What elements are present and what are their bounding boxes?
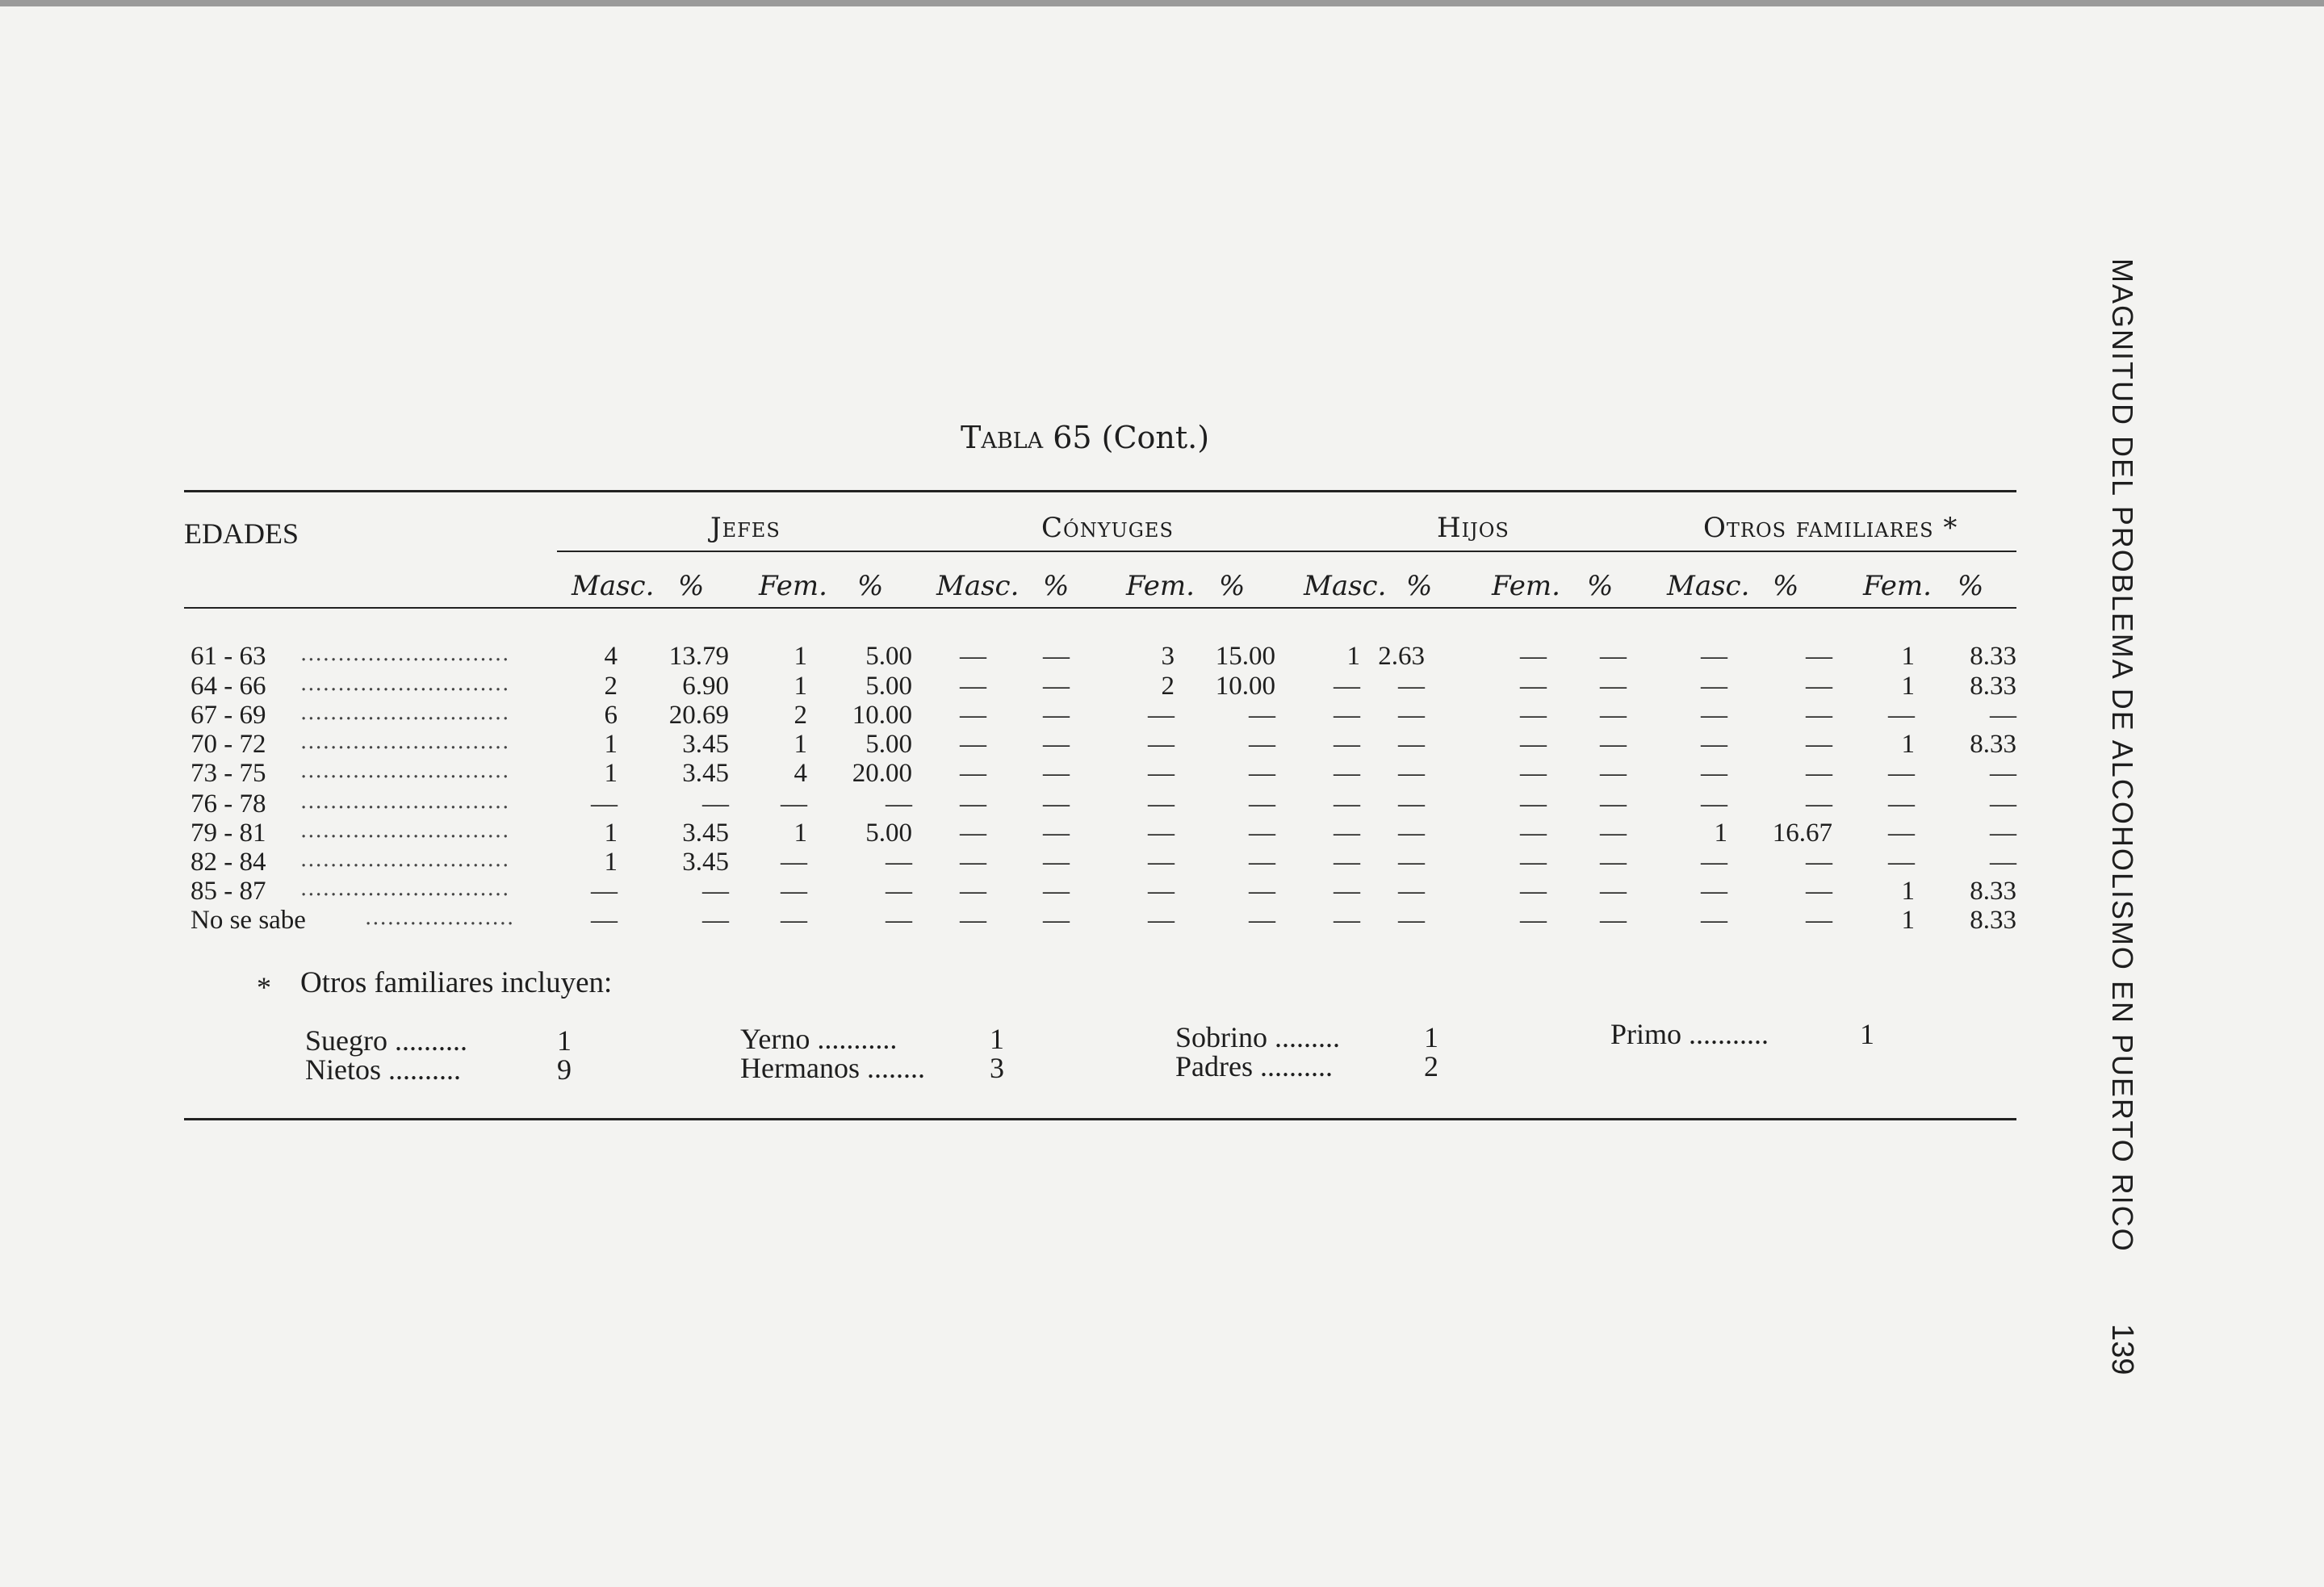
table-cell: — [1806,759,1832,788]
table-cell: — [960,672,986,701]
subheader-fem: Fem. [1863,570,1932,602]
table-cell: 1 [1901,877,1915,906]
table-cell: — [1148,789,1175,819]
table-cell: — [1398,672,1425,701]
table-cell: 4 [604,642,618,671]
table-cell: — [702,789,729,819]
table-cell: — [1334,730,1360,759]
table-cell: — [781,789,807,819]
table-cell: — [1701,877,1727,906]
table-cell: — [1990,789,2016,819]
table-cell: — [1148,701,1175,730]
footnote-item-count: 1 [1860,1018,1874,1050]
table-cell: — [886,789,912,819]
table-cell: — [1334,759,1360,788]
row-label: 79 - 81 [191,819,266,848]
table-cell: — [1398,701,1425,730]
footnote-item-name: Padres .......... [1175,1050,1333,1082]
table-cell: — [1334,906,1360,935]
footnote-item-count: 3 [990,1052,1004,1084]
table-top-rule [184,490,2016,492]
leader-dots: ............................ [300,819,510,843]
table-cell: 13.79 [668,642,729,671]
table-cell: 1 [604,759,618,788]
table-cell: 8.33 [1970,906,2016,935]
subheader-masc: Masc. [1667,570,1750,602]
table-cell: — [960,789,986,819]
table-cell: — [1888,701,1915,730]
table-cell: — [1398,730,1425,759]
table-cell: — [960,701,986,730]
row-label: 73 - 75 [191,759,266,788]
table-cell: — [1043,672,1070,701]
table-cell: — [1600,642,1627,671]
group-header-hijos: Hijos [1437,512,1510,544]
table-cell: — [1249,848,1275,877]
table-cell: — [886,848,912,877]
table-cell: — [1806,848,1832,877]
table-cell: — [1398,789,1425,819]
table-cell: — [1600,672,1627,701]
table-cell: — [1990,819,2016,848]
table-cell: — [1701,906,1727,935]
footnote-marker: * [257,971,271,1003]
table-cell: 3.45 [682,848,729,877]
page-number: 139 [2105,1324,2139,1376]
table-cell: — [1701,848,1727,877]
table-cell: — [1249,906,1275,935]
footnote-item-name: Nietos .......... [305,1053,461,1086]
table-cell: — [1520,730,1547,759]
table-cell: — [591,906,618,935]
table-cell: 1 [1901,906,1915,935]
table-cell: — [1600,877,1627,906]
table-cell: 4 [794,759,807,788]
table-cell: 20.69 [668,701,729,730]
table-cell: 20.00 [852,759,912,788]
table-cell: 5.00 [865,642,912,671]
row-label: 85 - 87 [191,877,266,906]
table-cell: — [1249,789,1275,819]
table-cell: 1 [1714,819,1727,848]
leader-dots: ............................ [300,848,510,872]
row-label: 82 - 84 [191,848,266,877]
table-cell: — [1148,848,1175,877]
table-cell: — [1334,789,1360,819]
table-cell: — [1249,701,1275,730]
table-cell: — [1888,819,1915,848]
leader-dots: ............................ [300,672,510,696]
table-cell: — [960,730,986,759]
footnote-item-count: 2 [1424,1050,1438,1082]
table-cell: — [960,642,986,671]
table-cell: — [1334,819,1360,848]
table-cell: — [1043,819,1070,848]
table-cell: — [1520,672,1547,701]
running-head: MAGNITUD DEL PROBLEMA DE ALCOHOLISMO EN PUERTO RICO [2106,258,2139,1253]
table-cell: — [1806,877,1832,906]
table-cell: 6.90 [682,672,729,701]
leader-dots: .................... [365,906,515,930]
table-cell: — [1148,877,1175,906]
table-cell: — [886,906,912,935]
table-cell: 1 [604,819,618,848]
table-cell: — [1600,906,1627,935]
table-cell: 3.45 [682,819,729,848]
table-cell: — [1334,848,1360,877]
table-cell: — [1600,701,1627,730]
row-header: EDADES [184,517,299,550]
table-cell: — [1806,730,1832,759]
table-cell: — [960,906,986,935]
table-cell: — [1990,759,2016,788]
footnote-item-count: 1 [1424,1021,1438,1053]
table-cell: 1 [1901,672,1915,701]
table-cell: — [1806,789,1832,819]
table-cell: — [591,877,618,906]
table-cell: — [1043,877,1070,906]
footnote-item-count: 9 [557,1053,572,1086]
table-cell: — [1398,819,1425,848]
subheader-fem: Fem. [1492,570,1560,602]
table-cell: — [1520,789,1547,819]
subheader-pct: % [857,570,884,602]
table-cell: — [1043,906,1070,935]
row-label: 61 - 63 [191,642,266,671]
footnote-item-count: 1 [557,1024,572,1057]
subheader-pct: % [1406,570,1433,602]
table-cell: 6 [604,701,618,730]
leader-dots: ............................ [300,789,510,814]
table-cell: — [1520,819,1547,848]
table-cell: 2 [794,701,807,730]
table-cell: — [1249,730,1275,759]
leader-dots: ............................ [300,759,510,783]
table-cell: — [1806,642,1832,671]
table-cell: — [1520,759,1547,788]
table-cell: — [781,877,807,906]
group-header-conyuges: Cónyuges [1041,512,1174,544]
leader-dots: ............................ [300,730,510,754]
group-header-otros: Otros familiares * [1703,512,1958,544]
table-cell: 10.00 [1215,672,1275,701]
table-cell: 8.33 [1970,877,2016,906]
table-cell: — [1520,642,1547,671]
table-cell: — [960,877,986,906]
table-cell: — [1249,759,1275,788]
table-cell: — [1806,906,1832,935]
table-cell: — [1398,877,1425,906]
table-cell: — [1334,701,1360,730]
group-header-jefes: Jefes [710,512,781,544]
table-cell: — [1043,730,1070,759]
table-cell: 1 [1901,642,1915,671]
footnote-item-name: Sobrino ......... [1175,1021,1341,1053]
table-cell: — [591,789,618,819]
leader-dots: ............................ [300,701,510,725]
table-cell: — [1398,759,1425,788]
table-cell: 5.00 [865,819,912,848]
table-cell: — [1043,701,1070,730]
table-cell: — [886,877,912,906]
table-cell: — [1249,819,1275,848]
table-cell: — [1806,672,1832,701]
table-cell: 1 [794,642,807,671]
row-label: 64 - 66 [191,672,266,701]
table-cell: 1 [1346,642,1360,671]
row-label: 76 - 78 [191,789,266,819]
table-cell: — [1701,730,1727,759]
row-label: No se sabe [191,906,306,935]
table-cell: 15.00 [1215,642,1275,671]
subheader-pct: % [678,570,705,602]
table-cell: — [1600,848,1627,877]
subheader-pct: % [1043,570,1070,602]
table-cell: 16.67 [1772,819,1832,848]
subheader-pct: % [1587,570,1614,602]
table-cell: — [1148,906,1175,935]
table-cell: 5.00 [865,672,912,701]
table-bottom-rule [184,1118,2016,1120]
table-cell: — [1701,759,1727,788]
table-cell: — [1520,701,1547,730]
table-cell: — [1148,759,1175,788]
table-cell: 8.33 [1970,672,2016,701]
table-cell: — [1520,848,1547,877]
table-cell: 1 [1901,730,1915,759]
table-cell: — [960,759,986,788]
table-cell: — [1148,730,1175,759]
table-title: Tabla 65 (Cont.) [961,420,1210,455]
subheader-pct: % [1958,570,1984,602]
table-cell: 1 [794,819,807,848]
subheader-rule [184,607,2016,609]
table-cell: — [1043,848,1070,877]
table-cell: 8.33 [1970,730,2016,759]
table-cell: 3 [1161,642,1175,671]
table-cell: — [702,877,729,906]
row-label: 70 - 72 [191,730,266,759]
table-cell: — [1148,819,1175,848]
group-rule [557,551,2016,552]
table-cell: 8.33 [1970,642,2016,671]
table-cell: 2.63 [1378,642,1425,671]
subheader-pct: % [1219,570,1246,602]
table-cell: 1 [794,672,807,701]
table-cell: — [1043,642,1070,671]
table-cell: — [1600,730,1627,759]
table-cell: — [1043,759,1070,788]
subheader-masc: Masc. [572,570,655,602]
table-cell: — [1520,877,1547,906]
table-cell: — [1600,819,1627,848]
table-cell: 1 [604,848,618,877]
table-cell: 3.45 [682,759,729,788]
footnote-item-name: Hermanos ........ [740,1052,925,1084]
table-cell: — [1888,848,1915,877]
row-label: 67 - 69 [191,701,266,730]
table-cell: — [781,848,807,877]
table-cell: 10.00 [852,701,912,730]
subheader-masc: Masc. [1304,570,1387,602]
table-cell: — [1398,848,1425,877]
table-cell: — [1334,672,1360,701]
leader-dots: ............................ [300,642,510,666]
page-top-edge [0,0,2324,6]
table-cell: — [1888,759,1915,788]
table-cell: — [1990,701,2016,730]
table-cell: 5.00 [865,730,912,759]
table-cell: — [1701,642,1727,671]
table-cell: — [1990,848,2016,877]
table-cell: — [960,848,986,877]
table-cell: — [1249,877,1275,906]
subheader-fem: Fem. [759,570,827,602]
table-cell: 3.45 [682,730,729,759]
table-cell: 2 [604,672,618,701]
table-cell: 1 [794,730,807,759]
table-cell: — [1600,759,1627,788]
table-cell: — [1043,789,1070,819]
subheader-fem: Fem. [1126,570,1195,602]
leader-dots: ............................ [300,877,510,901]
table-cell: — [1888,789,1915,819]
footnote-item-name: Primo ........... [1610,1018,1769,1050]
table-cell: — [702,906,729,935]
footnote-item-count: 1 [990,1023,1004,1055]
table-cell: 1 [604,730,618,759]
table-cell: — [1701,672,1727,701]
table-cell: — [1701,789,1727,819]
table-cell: — [1600,789,1627,819]
table-cell: 2 [1161,672,1175,701]
table-cell: — [960,819,986,848]
table-cell: — [1398,906,1425,935]
table-cell: — [781,906,807,935]
table-cell: — [1701,701,1727,730]
subheader-masc: Masc. [936,570,1020,602]
footnote-item-name: Suegro .......... [305,1024,467,1057]
footnote-item-name: Yerno ........... [740,1023,898,1055]
subheader-pct: % [1773,570,1799,602]
table-cell: — [1806,701,1832,730]
table-cell: — [1334,877,1360,906]
footnote-text: Otros familiares incluyen: [300,966,613,999]
table-cell: — [1520,906,1547,935]
